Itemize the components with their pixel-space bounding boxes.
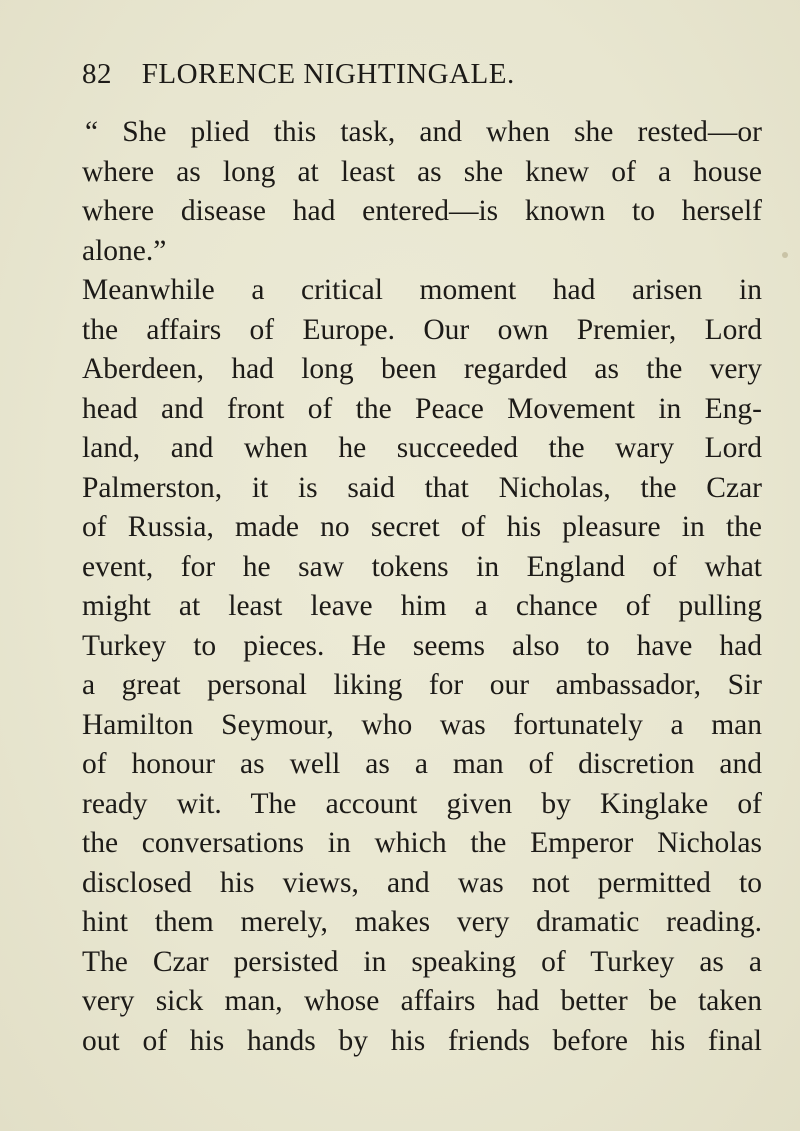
body-text [82,113,762,1061]
text-line: might at least leave him a chance of pulling [82,590,762,622]
page-number: 82 [82,58,112,90]
text-line: hint them merely, makes very dramatic reading. [82,906,762,938]
text-line: land, and when he succeeded the wary Lord [82,432,762,464]
text-line: of Russia, made no secret of his pleasure in the [82,511,762,543]
text-line: ready wit. The account given by Kinglake of [82,787,762,820]
text-line: head and front of the Peace Movement in Eng- [82,392,762,425]
text-line: the conversations in which the Emperor Nicholas [82,827,762,859]
text-line: Palmerston, it is said that Nicholas, the Czar [82,471,762,504]
text-line: very sick man, whose affairs had better be taken [82,985,762,1017]
text-line: of honour as well as a man of discretion and [82,748,762,780]
text-line: where disease had entered—is known to herself [82,195,762,227]
paragraph-europe [82,271,762,1061]
text-line: a great personal liking for our ambassador, Sir [82,669,762,701]
paper-speck [782,252,788,258]
text-line: The Czar persisted in speaking of Turkey as a [82,945,762,978]
text-line: Meanwhile a critical moment had arisen in [82,274,762,306]
text-line: out of his hands by his friends before his final [82,1024,762,1057]
text-line: disclosed his views, and was not permitted to [82,866,762,899]
text-line: “ She plied this task, and when she rested—or [85,116,762,148]
text-line: Hamilton Seymour, who was fortunately a man [82,708,762,741]
text-line: Aberdeen, had long been regarded as the very [82,353,762,385]
text-line: alone.” [82,234,167,267]
running-header [82,58,742,98]
text-line: where as long at least as she knew of a house [82,155,762,188]
text-line: event, for he saw tokens in England of what [82,550,762,583]
running-title: FLORENCE NIGHTINGALE. [141,58,515,90]
text-line: the affairs of Europe. Our own Premier, Lord [82,313,762,346]
text-line: Turkey to pieces. He seems also to have had [82,629,762,662]
paragraph-quote [82,113,762,271]
